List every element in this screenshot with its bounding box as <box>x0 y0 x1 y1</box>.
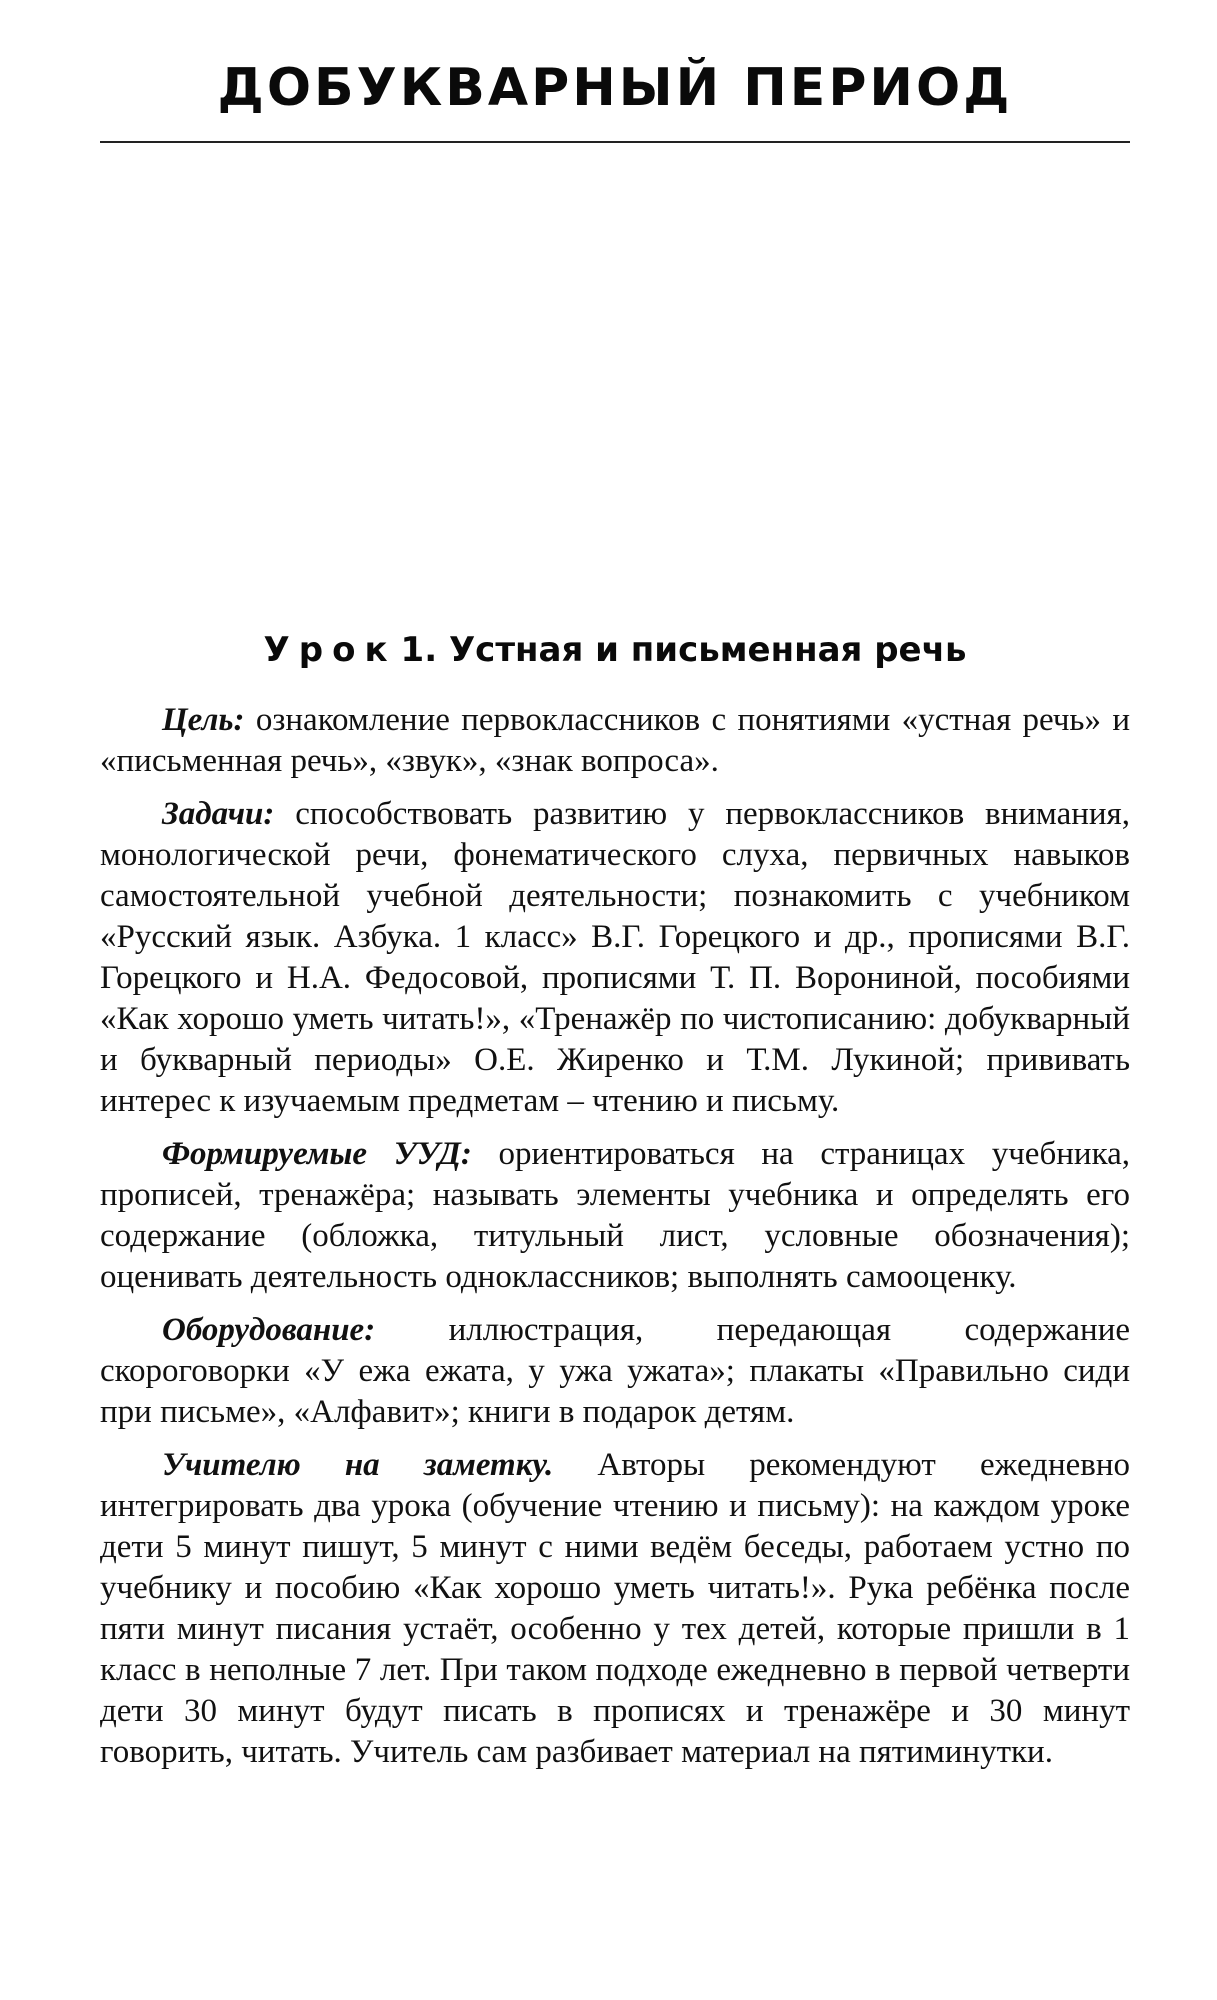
lesson-body <box>100 700 1130 1785</box>
header-rule <box>100 141 1130 143</box>
goal-term: Цель: <box>162 702 245 738</box>
uud-text: ориентироваться на страницах учебника, прописей, тренажёра; называть элементы учебника и определять его содержание (обложка, титульный лист, условные обозначения); оценивать деятельность одноклассников; выполнять самооценку. <box>100 1136 1130 1295</box>
tasks-paragraph <box>100 794 1130 1122</box>
teacher-note-text: Авторы рекомендуют ежедневно интегрировать два урока (обучение чтению и письму): на каждом уроке дети 5 минут пишут, 5 минут с ними ведём беседы, работаем устно по учебнику и пособию «Как хорошо уметь читать!». Рука ребёнка после пяти минут писания устаёт, особенно у тех детей, которые пришли в 1 класс в неполные 7 лет. При таком подходе ежедневно в первой четверти дети 30 минут будут писать в прописях и тренажёре и 30 минут говорить, читать. Учитель сам разбивает материал на пятиминутки. <box>100 1447 1131 1770</box>
teacher-note-term: Учителю на заметку. <box>162 1447 554 1483</box>
tasks-text: способствовать развитию у первоклассников внимания, монологической речи, фонематического слуха, первичных навыков самостоятельной учебной деятельности; познакомить с учебником «Русский язык. Азбука. 1 класс» В.Г. Горецкого и др., прописями В.Г. Горецкого и Н.А. Федосовой, прописями Т. П. Ворониной, пособиями «Как хорошо уметь читать!», «Тренажёр по чистописанию: добукварный и букварный периоды» О.Е. Жиренко и Т.М. Лукиной; прививать интерес к изучаемым предметам – чтению и письму. <box>100 796 1130 1119</box>
uud-paragraph <box>100 1134 1130 1298</box>
equipment-term: Оборудование: <box>162 1312 376 1348</box>
equipment-paragraph <box>100 1310 1130 1433</box>
lesson-heading <box>100 630 1130 670</box>
chapter-title: ДОБУКВАРНЫЙ ПЕРИОД <box>217 58 1013 118</box>
lesson-title: 1. Устная и письменная речь <box>400 630 967 670</box>
uud-term: Формируемые УУД: <box>162 1136 472 1172</box>
goal-paragraph <box>100 700 1130 782</box>
goal-text: ознакомление первоклассников с понятиями «устная речь» и «письменная речь», «звук», «знак вопроса». <box>100 702 1130 779</box>
tasks-term: Задачи: <box>162 796 275 832</box>
teacher-note-paragraph <box>100 1445 1130 1773</box>
lesson-word: Урок <box>263 630 397 670</box>
equipment-text: иллюстрация, передающая содержание скороговорки «У ежа ежата, у ужа ужата»; плакаты «Правильно сиди при письме», «Алфавит»; книги в подарок детям. <box>100 1312 1130 1430</box>
